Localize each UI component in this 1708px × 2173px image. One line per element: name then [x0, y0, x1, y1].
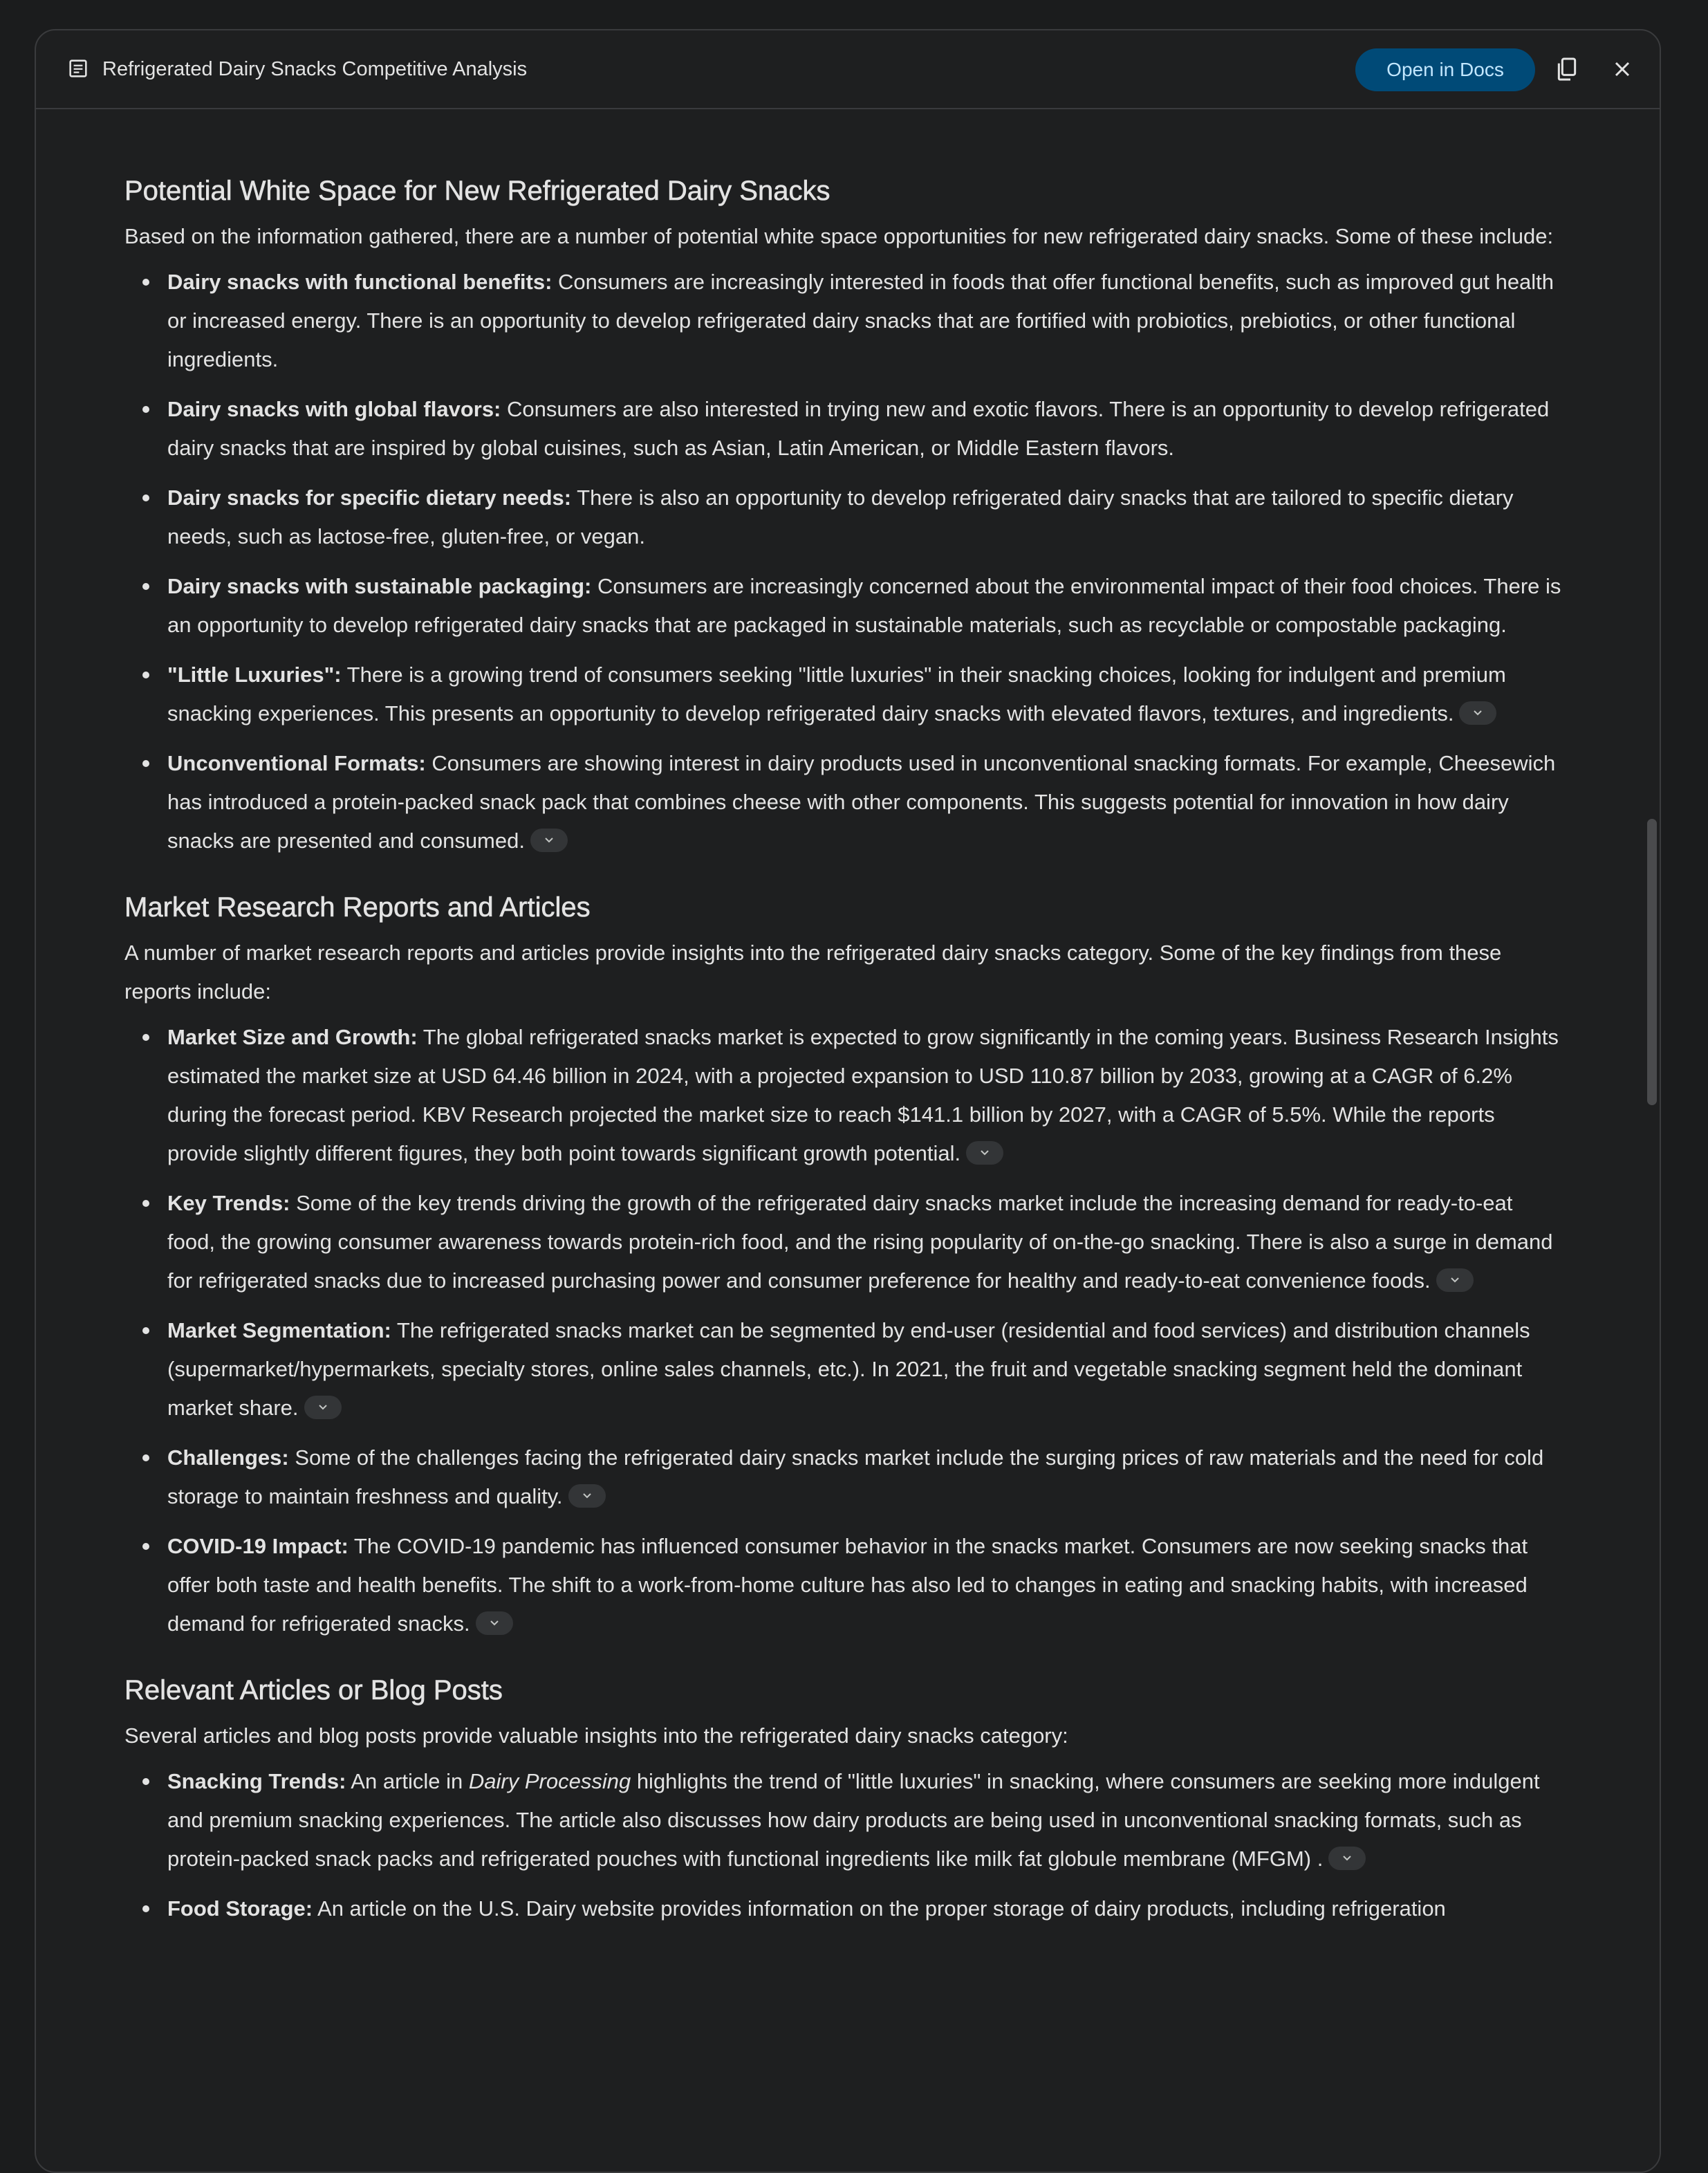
source-chip-button[interactable]	[966, 1141, 1003, 1165]
list-item-title: Market Segmentation:	[167, 1318, 391, 1342]
chevron-down-icon	[1449, 1275, 1460, 1285]
copy-icon[interactable]	[1553, 55, 1581, 83]
list-item	[167, 390, 1563, 468]
list-item	[167, 263, 1563, 379]
list-item	[167, 1762, 1563, 1878]
list-item-title: COVID-19 Impact:	[167, 1534, 349, 1558]
section-intro: Based on the information gathered, there are a number of potential white space opportunities for new refrigerated dairy snacks. Some of these include:	[124, 224, 1554, 248]
section-intro: A number of market research reports and articles provide insights into the refrigerated dairy snacks category. Some of the key findings from these reports include:	[124, 941, 1502, 1004]
list-item-title: Dairy snacks with global flavors:	[167, 397, 501, 421]
source-chip-button[interactable]	[1436, 1268, 1474, 1292]
list-item-text: There is also an opportunity to develop refrigerated dairy snacks that are tailored to specific dietary needs, such as lactose-free, gluten-free, or vegan.	[167, 486, 1514, 548]
list-item-text: An article in	[346, 1769, 469, 1793]
list-item	[167, 656, 1563, 733]
publication-name: Dairy Processing	[468, 1769, 631, 1793]
section-heading: Potential White Space for New Refrigerated Dairy Snacks	[124, 176, 830, 206]
list-item-title: Key Trends:	[167, 1191, 290, 1215]
canvas-panel	[35, 29, 1661, 2173]
document-title: Refrigerated Dairy Snacks Competitive Analysis	[102, 58, 528, 80]
chevron-down-icon	[582, 1491, 593, 1501]
list-item-title: Food Storage:	[167, 1896, 313, 1921]
list-item	[167, 1439, 1563, 1516]
bullet-list	[124, 1762, 1563, 1928]
list-item	[167, 1018, 1563, 1173]
list-item-text: Consumers are increasingly concerned about the environmental impact of their food choices. There is an opportunity to develop refrigerated dairy snacks that are packaged in sustainable materials, such as recyclable or compostable packaging.	[167, 574, 1561, 637]
section-heading: Market Research Reports and Articles	[124, 892, 591, 923]
list-item-text: Consumers are increasingly interested in foods that offer functional benefits, such as improved gut health or increased energy. There is an opportunity to develop refrigerated dairy snacks that are fortified with probiotics, prebiotics, or other functional ingredients.	[167, 270, 1554, 371]
list-item-text: There is a growing trend of consumers seeking "little luxuries" in their snacking choices, looking for indulgent and premium snacking experiences. This presents an opportunity to develop refrigerated dairy snacks with elevated flavors, textures, and ingredients.	[167, 663, 1506, 725]
list-item-title: Dairy snacks for specific dietary needs:	[167, 486, 572, 510]
list-item	[167, 1527, 1563, 1643]
chevron-down-icon	[979, 1148, 990, 1158]
list-item	[167, 567, 1563, 645]
source-chip-button[interactable]	[530, 829, 568, 852]
list-item-title: Unconventional Formats:	[167, 751, 426, 775]
list-item	[167, 479, 1563, 556]
list-item-title: "Little Luxuries":	[167, 663, 342, 687]
list-item	[167, 1184, 1563, 1300]
list-item-text: The global refrigerated snacks market is expected to grow significantly in the coming years. Business Research Insights estimated the market size at USD 64.46 billion in 2024, with a projected expansion to USD 110.87 billion by 2033, growing at a CAGR of 6.2% during the forecast period. KBV Research projected the market size to reach $141.1 billion by 2027, with a CAGR of 5.5%. While the reports provide slightly different figures, they both point towards significant growth potential.	[167, 1025, 1559, 1165]
bullet-list	[124, 1018, 1563, 1643]
close-icon[interactable]	[1610, 57, 1635, 82]
list-item-text: The refrigerated snacks market can be segmented by end-user (residential and food services) and distribution channels (supermarket/hypermarkets, specialty stores, online sales channels, etc.). In 2021, the fruit and vegetable snacking segment held the dominant market share.	[167, 1318, 1530, 1420]
section-intro: Several articles and blog posts provide valuable insights into the refrigerated dairy snacks category:	[124, 1723, 1068, 1748]
list-item	[167, 1311, 1563, 1427]
list-item-title: Challenges:	[167, 1445, 289, 1470]
source-chip-button[interactable]	[476, 1611, 513, 1635]
list-item	[167, 1889, 1563, 1928]
list-item-title: Dairy snacks with sustainable packaging:	[167, 574, 592, 598]
list-item-text: The COVID-19 pandemic has influenced consumer behavior in the snacks market. Consumers are now seeking snacks that offer both taste and health benefits. The shift to a work-from-home culture has also led to changes in eating and snacking habits, with increased demand for refrigerated snacks.	[167, 1534, 1528, 1636]
list-item	[167, 744, 1563, 860]
source-chip-button[interactable]	[568, 1484, 606, 1508]
source-chip-button[interactable]	[1328, 1847, 1366, 1870]
list-item-title: Dairy snacks with functional benefits:	[167, 270, 553, 294]
scrollbar-thumb[interactable]	[1647, 819, 1657, 1105]
list-item-text: Some of the key trends driving the growth of the refrigerated dairy snacks market include the increasing demand for ready-to-eat food, the growing consumer awareness towards protein-rich food, and the rising popularity of on-the-go snacking. There is also a surge in demand for refrigerated snacks due to increased purchasing power and consumer preference for healthy and ready-to-eat convenience foods.	[167, 1191, 1553, 1293]
list-item-title: Snacking Trends:	[167, 1769, 346, 1793]
source-chip-button[interactable]	[304, 1396, 342, 1419]
list-item-title: Market Size and Growth:	[167, 1025, 418, 1049]
section-heading: Relevant Articles or Blog Posts	[124, 1675, 503, 1705]
chevron-down-icon	[317, 1403, 328, 1412]
list-item-text: Some of the challenges facing the refrigerated dairy snacks market include the surging prices of raw materials and the need for cold storage to maintain freshness and quality.	[167, 1445, 1544, 1508]
document-icon	[66, 57, 90, 80]
panel-header	[36, 30, 1660, 109]
list-item-text: Consumers are showing interest in dairy products used in unconventional snacking formats. For example, Cheesewich has introduced a protein-packed snack pack that combines cheese with other components. This suggests potential for innovation in how dairy snacks are presented and consumed.	[167, 751, 1556, 853]
bullet-list	[124, 263, 1563, 860]
chevron-down-icon	[489, 1618, 500, 1628]
chevron-down-icon	[1342, 1853, 1353, 1863]
list-item-text: highlights the trend of "little luxuries" in snacking, where consumers are seeking more indulgent and premium snacking experiences. The article also discusses how dairy products are being used in unconventional snacking formats, such as protein-packed snack packs and refrigerated pouches with functional ingredients like milk fat globule membrane (MFGM) .	[167, 1769, 1540, 1871]
document-content	[124, 141, 1563, 1939]
list-item-text: Consumers are also interested in trying new and exotic flavors. There is an opportunity to develop refrigerated dairy snacks that are inspired by global cuisines, such as Asian, Latin American, or Middle Eastern flavors.	[167, 397, 1550, 460]
chevron-down-icon	[1472, 708, 1483, 718]
open-in-docs-button[interactable]: Open in Docs	[1355, 48, 1535, 91]
list-item-text: An article on the U.S. Dairy website provides information on the proper storage of dairy products, including refrigeration	[313, 1896, 1446, 1921]
source-chip-button[interactable]	[1459, 701, 1496, 725]
chevron-down-icon	[544, 835, 555, 845]
